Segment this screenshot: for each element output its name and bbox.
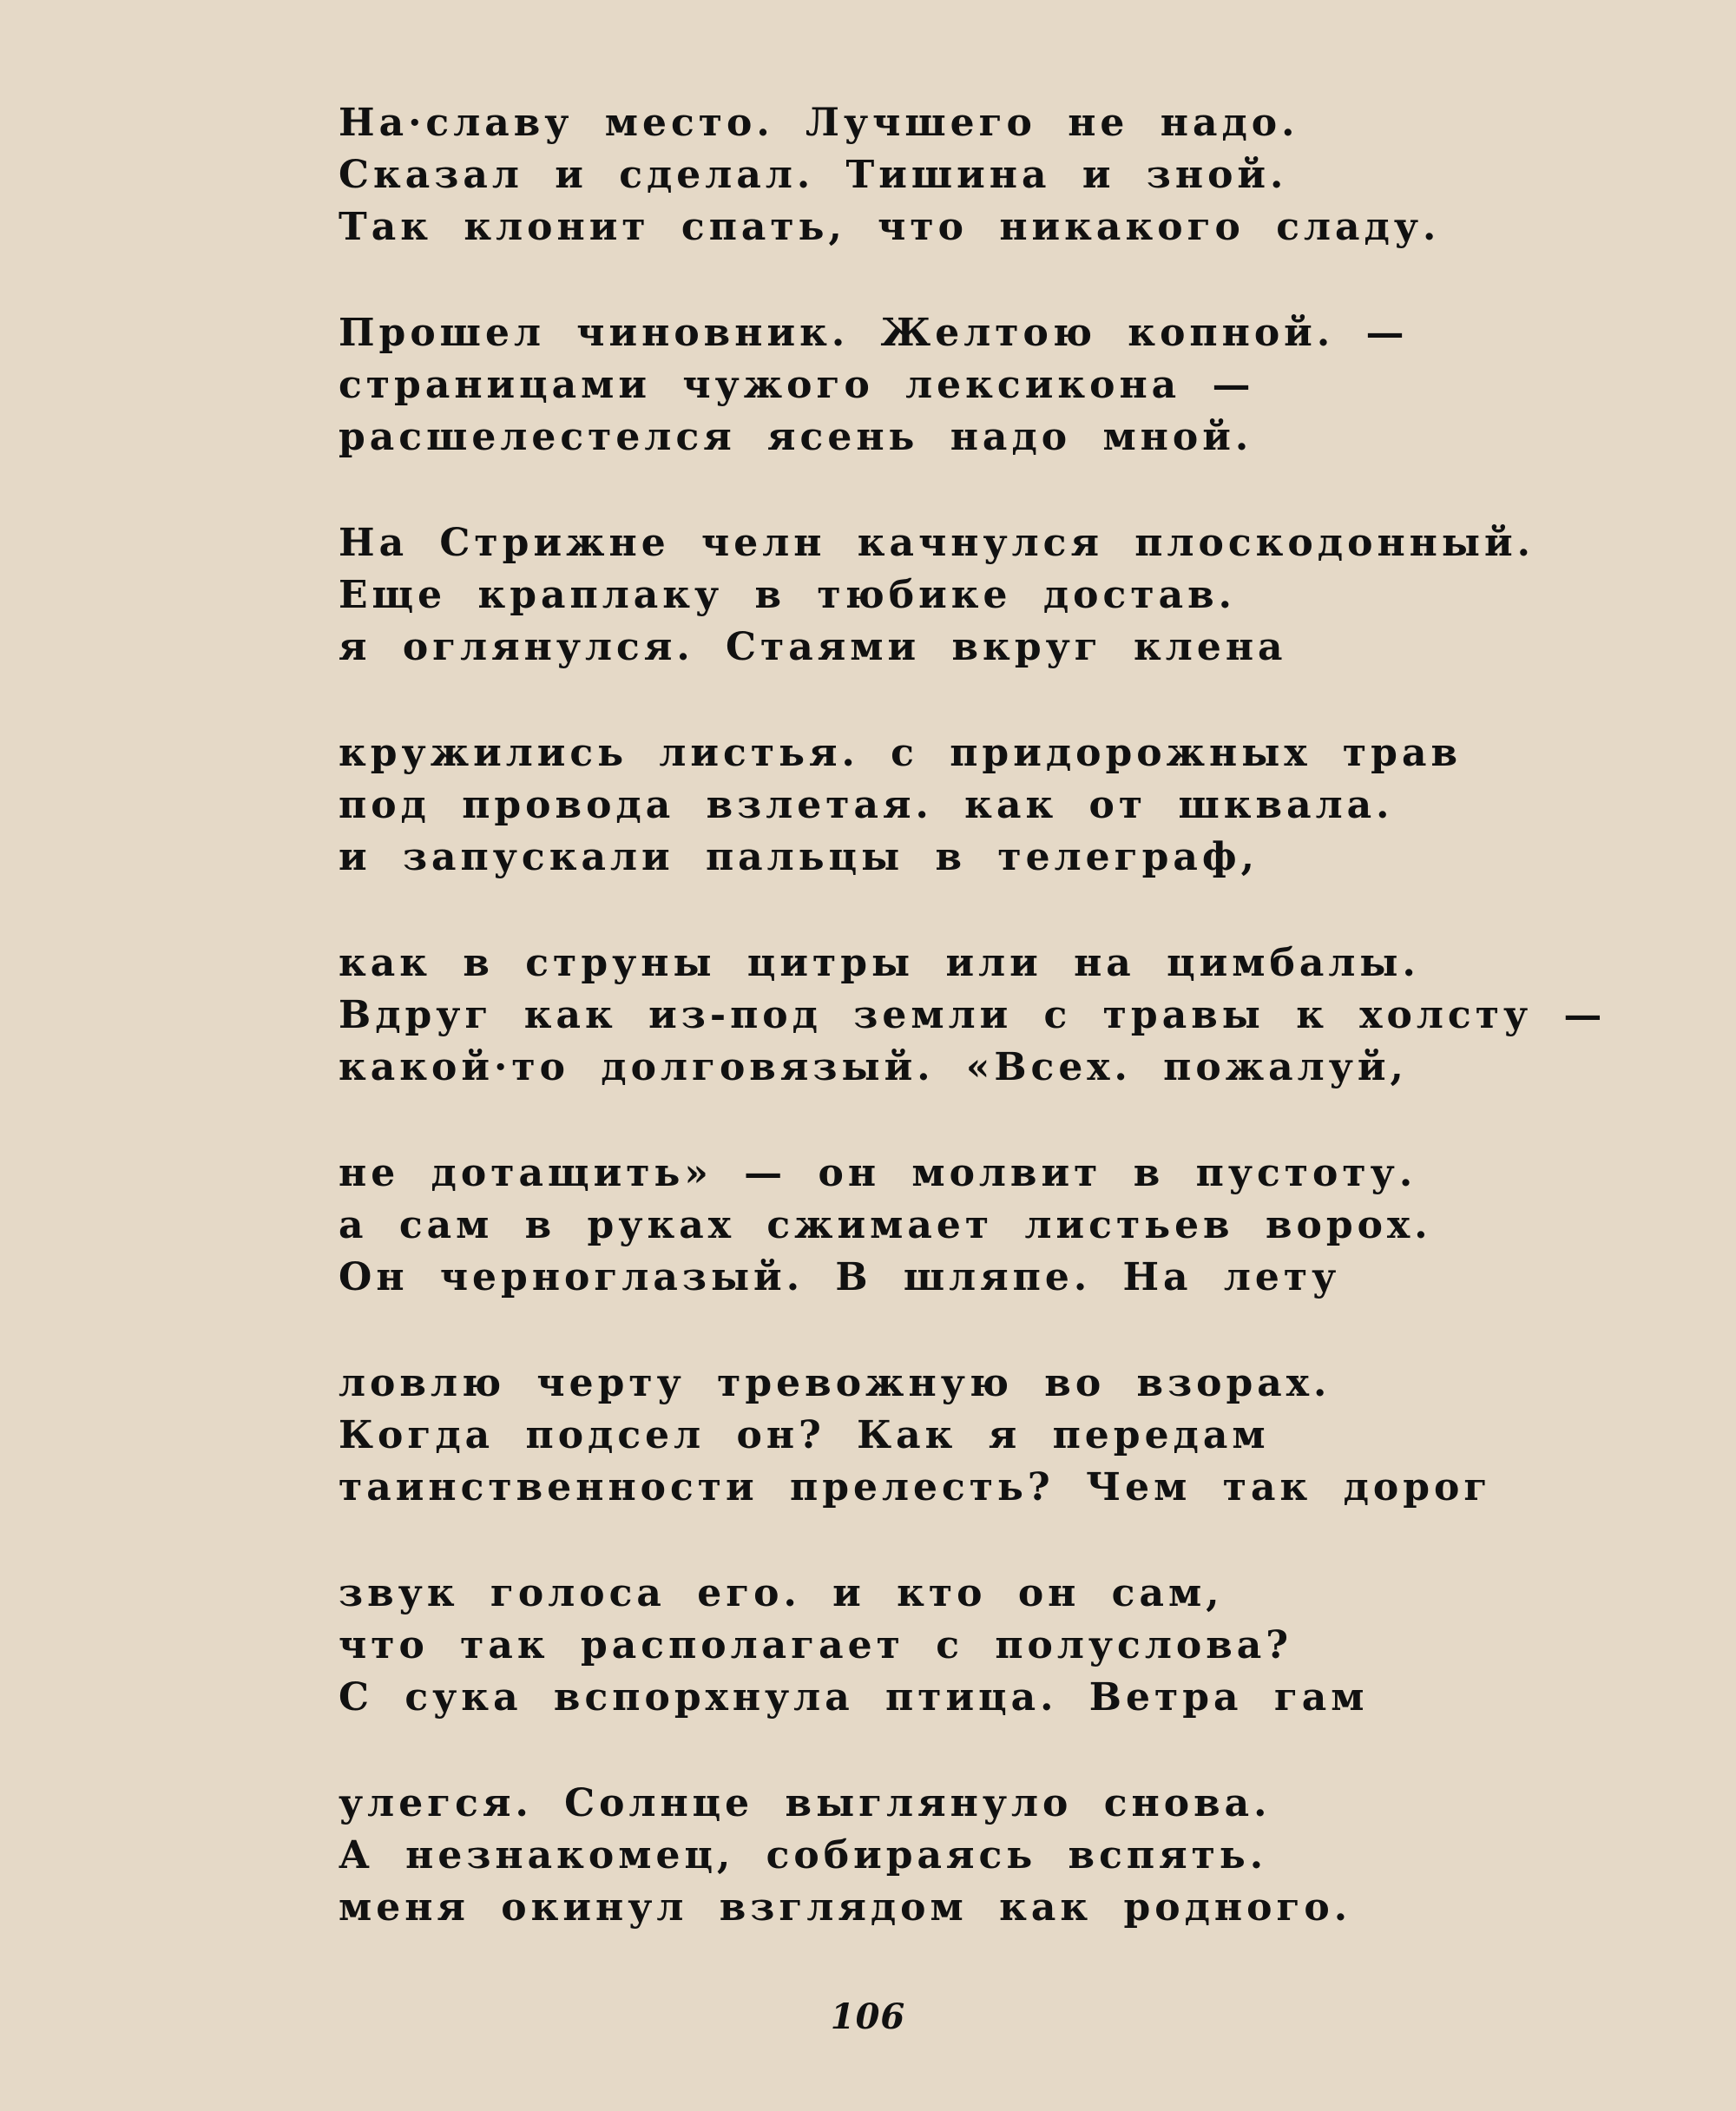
page-number: 106 [830,1996,906,2037]
poem-line: улегся. Солнце выглянуло снова. [339,1781,1272,1825]
poem-line: ловлю черту тревожную во взорах. [339,1361,1332,1405]
stanza [339,97,1554,253]
poem-line: не дотащить» — он молвит в пустоту. [339,1151,1417,1195]
poem-line: я оглянулся. Стаями вкруг клена [339,625,1287,669]
poem-line: расшелестелся ясень надо мной. [339,415,1253,459]
poem-line: кружились листья. с придорожных трав [339,731,1463,775]
poem-line: Когда подсел он? Как я передам [339,1413,1270,1457]
poem-line: С сука вспорхнула птица. Ветра гам [339,1675,1369,1720]
poem-line: Так клонит спать, что никакого сладу. [339,205,1441,249]
stanza [339,937,1607,1094]
poem-line: звук голоса его. и кто он сам, [339,1571,1224,1615]
stanza [339,727,1554,884]
poem-line: Сказал и сделал. Тишина и зной. [339,153,1288,197]
poem-line: Он черноглазый. В шляпе. На лету [339,1255,1341,1299]
poem-line: а сам в руках сжимает листьев ворох. [339,1203,1432,1247]
poem-line: меня окинул взглядом как родного. [339,1885,1352,1930]
poem-line: Еще краплаку в тюбике достав. [339,573,1236,617]
stanza [339,1358,1554,1514]
poem-line: что так располагает с полуслова? [339,1623,1293,1667]
poem-line: страницами чужого лексикона — [339,363,1255,407]
poem-line: На Стрижне челн качнулся плоскодонный. [339,521,1535,565]
stanza [339,1568,1554,1724]
poem-line: как в струны цитры или на цимбалы. [339,941,1420,985]
stanza [339,1148,1554,1304]
poem-line: какой·то долговязый. «Всех. пожалуй, [339,1045,1408,1089]
poem-line: и запускали пальцы в телеграф, [339,835,1259,879]
stanza [339,307,1554,464]
stanza [339,1778,1554,1934]
poem-line: А незнакомец, собираясь вспять. [339,1833,1268,1878]
poem-line: Вдруг как из-под земли с травы к холсту — [339,993,1607,1037]
poem-line: таинственности прелесть? Чем так дорог [339,1465,1492,1509]
stanza [339,517,1554,674]
poem [339,97,1607,1934]
poem-line: Прошел чиновник. Желтою копной. — [339,311,1409,355]
poem-line: На·славу место. Лучшего не надо. [339,101,1299,145]
poem-line: под провода взлетая. как от шквала. [339,783,1394,827]
